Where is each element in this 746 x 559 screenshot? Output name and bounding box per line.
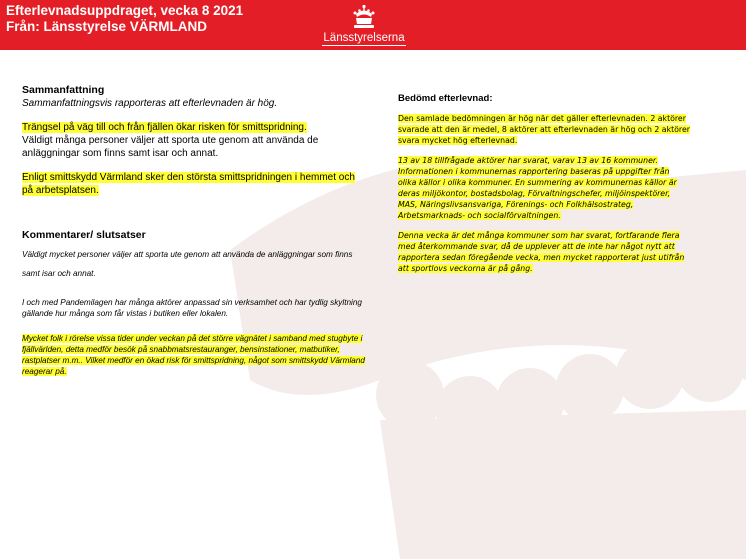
comment-2: I och med Pandemilagen har många aktörer anpassad sin verksamhet och har tydlig skyltning gällande hur många som får vistas i butiken eller lokalen. <box>22 298 362 318</box>
compliance-paragraph-3 <box>398 230 690 274</box>
summary-paragraph-2 <box>22 171 367 197</box>
summary-paragraph-1-rest: Väldigt många personer väljer att sporta ute genom att använda de anläggningar som finns samt isar och annat. <box>22 135 319 159</box>
summary-paragraph-1 <box>22 121 367 160</box>
comment-3 <box>22 333 367 377</box>
logo-underline <box>322 45 406 46</box>
highlighted-text: Enligt smittskydd Värmland sker den största smittspridningen i hemmet och på arbetsplatsen. <box>22 172 355 196</box>
header-bar <box>0 0 746 50</box>
right-column <box>398 92 690 274</box>
summary-heading: Sammanfattning <box>22 84 105 96</box>
highlighted-text: 13 av 18 tillfrågade aktörer har svarat, varav 13 av 16 kommuner. Informationen i kommunernas rapportering baseras på uppgifter från olika källor i olika kommuner. En summering av kommunernas källor är deras miljökontor, bostadsbolag, Förvaltningschefer, miljöinspektörer, MAS, Näringslivsansvariga, Förenings- och Folkhälsostrateg, Arbetsmarknads- och socialförvaltningen. <box>398 156 677 220</box>
comments-section <box>22 229 367 377</box>
lansstyrelserna-logo <box>316 4 412 48</box>
highlighted-text: Den samlade bedömningen är hög när det gäller efterlevnaden. 2 aktörer svarade att den är medel, 8 aktörer att efterlevnaden är hög och 2 aktörer svara mycket hög efterlevnad. <box>398 114 690 145</box>
highlighted-text: Mycket folk i rörelse vissa tider under veckan på det större vägnätet i samband med stugbyte i fjällvärlden, detta medför besök på snabbmatsrestauranger, bensinstationer, matbutiker, rastplatser m.m.. Vilket medför en ökad risk för smittspridning, något som smittskydd Värmland reagerar på. <box>22 334 365 376</box>
comment-1: Väldigt mycket personer väljer att sporta ute genom att använda de anläggningar som finns samt isar och annat. <box>22 250 353 278</box>
highlighted-text: Trängsel på väg till och från fjällen ökar risken för smittspridning. <box>22 122 307 133</box>
page-subtitle: Från: Länsstyrelse VÄRMLAND <box>6 19 208 34</box>
compliance-paragraph-2 <box>398 155 690 221</box>
highlighted-text: Denna vecka är det många kommuner som har svarat, fortfarande flera med återkommande svar, då de upplever att de inte har något nytt att rapportera sedan föregående vecka, men mycket rapporterat just utifrån att sportlovs veckorna är på gång. <box>398 231 685 273</box>
logo-text: Länsstyrelserna <box>323 32 405 44</box>
left-column <box>22 84 367 197</box>
comments-heading: Kommentarer/ slutsatser <box>22 229 146 241</box>
summary-subheading: Sammanfattningsvis rapporteras att efterlevnaden är hög. <box>22 98 278 109</box>
compliance-paragraph-1 <box>398 113 690 146</box>
assessed-compliance-heading: Bedömd efterlevnad: <box>398 93 493 104</box>
crown-icon <box>350 4 378 30</box>
page-title: Efterlevnadsuppdraget, vecka 8 2021 <box>6 3 244 18</box>
